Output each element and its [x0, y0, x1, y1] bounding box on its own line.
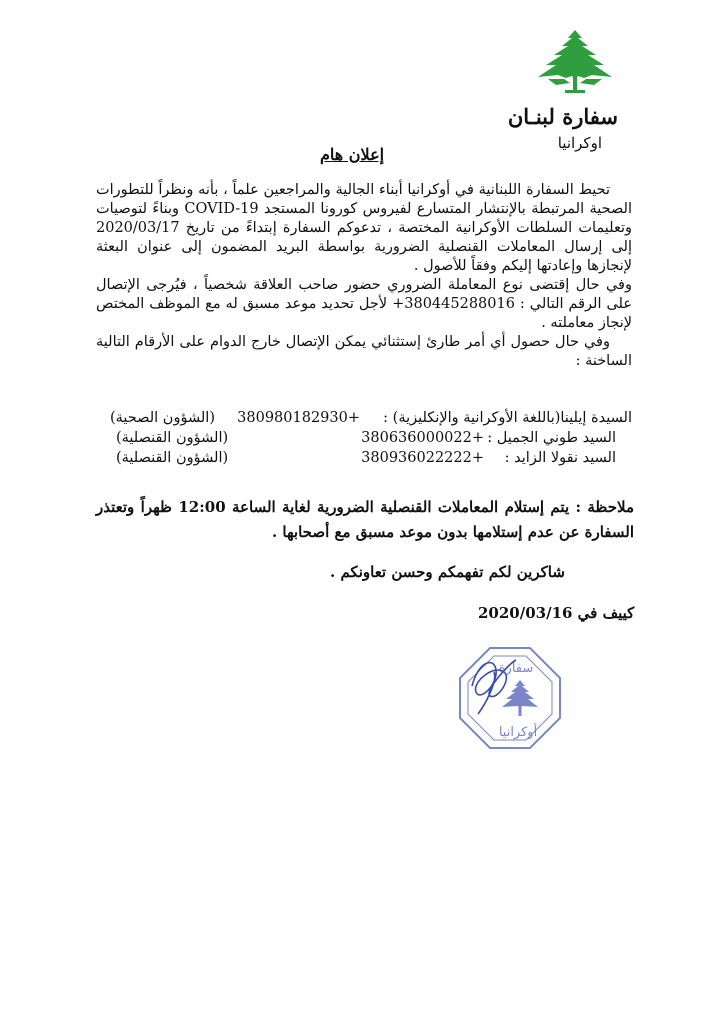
embassy-seal-icon	[454, 642, 566, 754]
contact-department: (الشؤون القنصلية)	[116, 430, 229, 446]
contact-row	[110, 408, 632, 428]
contact-row	[110, 428, 632, 448]
contact-list	[110, 408, 632, 468]
contact-name: السيد طوني الجميل :	[487, 430, 616, 446]
contact-phone: 380936022222+	[361, 450, 484, 466]
contact-name: السيدة إيلينا(باللغة الأوكرانية والإنكليزية) :	[383, 410, 632, 426]
paragraph: وفي حال إقتضى نوع المعاملة الضروري حضور صاحب العلاقة شخصياً ، فيُرجى الإتصال على الرقم التالي : 380445288016+ لأجل تحديد موعد مسبق له مع الموظف المختص لإنجاز معاملته .	[96, 277, 632, 331]
contact-department: (الشؤون القنصلية)	[116, 450, 229, 466]
paragraph: وفي حال حصول أي أمر طارئ إستثنائي يمكن الإتصال خارج الدوام على الأرقام التالية الساخنة :	[96, 334, 632, 369]
cedar-tree-icon	[534, 28, 616, 96]
contact-phone: 380636000022+	[361, 430, 484, 446]
seal-top-text: سفارة	[498, 661, 534, 676]
contact-row	[110, 448, 632, 468]
paragraph: تحيط السفارة اللبنانية في أوكرانيا أبناء الجالية والمراجعين علماً ، بأنه ونظراً للتطورات الصحية المرتبطة بالإنتشار المتسارع لفيروس كورونا المستجد COVID-19 وبناءً لتوصيات وتعليمات السلطات الأوكرانية المختصة ، تدعوكم السفارة إبتداءً من تاريخ 2020/03/17 إلى إرسال المعاملات القنصلية الضرورية بواسطة البريد المضمون إلى عنوان البعثة لإنجازها وإعادتها إليكم وفقاً للأصول .	[96, 182, 632, 274]
embassy-name: سفارة لبنـان	[507, 104, 618, 129]
date-line: كييف في 2020/03/16	[478, 604, 635, 622]
contact-name: السيد نقولا الزايد :	[504, 450, 616, 466]
embassy-country: اوكرانيا	[557, 134, 602, 152]
closing-line: شاكرين لكم تفهمكم وحسن تعاونكم .	[330, 563, 565, 581]
contact-department: (الشؤون الصحية)	[110, 410, 215, 426]
announcement-title: إعلان هام	[320, 145, 385, 164]
announcement-body	[96, 181, 632, 371]
contact-phone: 380980182930+	[237, 410, 360, 426]
seal-bottom-text: أوكرانيا	[498, 725, 538, 740]
note-paragraph: ملاحظة : يتم إستلام المعاملات القنصلية الضرورية لغاية الساعة 12:00 ظهراً وتعتذر السفارة عن عدم إستلامها بدون موعد مسبق مع أصحابها .	[96, 498, 634, 541]
seal-cedar-icon	[502, 680, 538, 716]
